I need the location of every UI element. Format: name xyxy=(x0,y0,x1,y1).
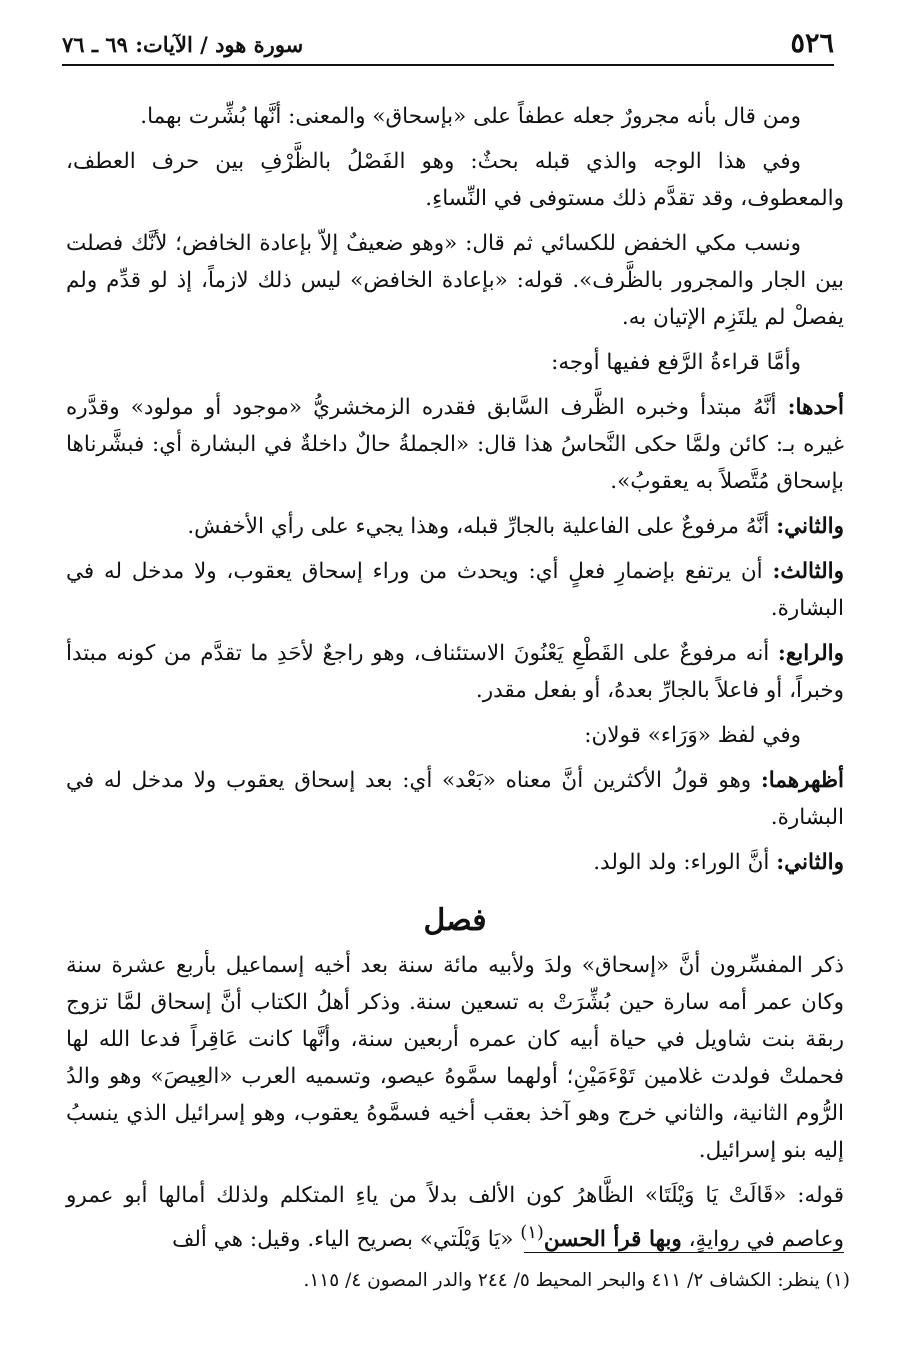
footnote: (١) ينظر: الكشاف ٢/ ٤١١ والبحر المحيط ٥/ ٢٤٤ والدر المصون ٤/ ١١٥. xyxy=(303,1270,850,1291)
footnote-rule xyxy=(524,1252,844,1253)
page-number: ٥٢٦ xyxy=(790,28,834,59)
paragraph-label: والثاني: xyxy=(776,514,844,539)
paragraph: ذكر المفسِّرون أنَّ «إسحاق» ولدَ ولأبيه مائة سنة بعد أخيه إسماعيل بأربع عشرة سنة وكان عمر أمه سارة حين بُشِّرَتْ به تسعين سنة. وذكر أهلُ الكتاب أنَّ إسحاق لمَّا تزوج ربقة بنت شاويل في حياة أبيه كان عمره أربعين سنة، وأنَّها كانت عَاقِراً فدعا الله لها فحملتْ فولدت غلامين تَوْءَمَيْنِ؛ أولهما سمَّوهُ عيصو، وتسميه العرب «العِيصَ» وهو والدُ الرُّوم الثانية، والثاني خرج وهو آخذ بعقب أخيه فسمَّوهُ يعقوب، وهو إسرائيل الذي ينسبُ إليه بنو إسرائيل. xyxy=(66,953,844,1163)
bold-phrase: وبها قرأ الحسن xyxy=(543,1227,682,1253)
paragraph: وفي لفظ «وَرَاء» قولان: xyxy=(584,723,801,748)
page-header xyxy=(62,28,834,76)
page-body xyxy=(66,98,844,1266)
paragraph-label: والرابع: xyxy=(777,641,844,666)
paragraph-label: أحدها: xyxy=(787,395,844,420)
footnote-marker: (١) xyxy=(520,1222,544,1243)
paragraph: والثاني: أنَّهُ مرفوعٌ على الفاعلية بالجارِّ قبله، وهذا يجيء على رأي الأخفش. xyxy=(187,514,844,539)
paragraph: أظهرهما: وهو قولُ الأكثرين أنَّ معناه «بَعْد» أي: بعد إسحاق يعقوب ولا مدخل له في البشارة. xyxy=(66,768,844,830)
paragraph-label: والثاني: xyxy=(776,850,844,875)
paragraph: أحدها: أنَّهُ مبتدأ وخبره الظَّرف السَّابق فقدره الزمخشريُّ «موجود أو مولود» وقدَّره غيره بـ: كائن ولمَّا حكى النَّحاسُ هذا قال: «الجملةُ حالٌ داخلةٌ في البشارة أي: فبشَّرناها بإسحاق مُتَّصلاً به يعقوبُ». xyxy=(66,395,844,494)
paragraph: وفي هذا الوجه والذي قبله بحثٌ: وهو الفَصْلُ بالظَّرْفِ بين حرف العطف، والمعطوف، وقد تقدَّم ذلك مستوفى في النِّساءِ. xyxy=(66,149,844,211)
paragraph: قوله: «قَالَتْ يَا وَيْلَتَا» الظَّاهرُ كون الألف بدلاً من ياءِ المتكلم ولذلك أمالها أبو عمرو وعاصم في روايةٍ، وبها قرأ الحسن$^{(١)}$ «يَا وَيْلَتي» بصريح الياء. وقيل: هي ألف xyxy=(66,1183,844,1253)
paragraph: ونسب مكي الخفض للكسائي ثم قال: «وهو ضعيفٌ إلاّ بإعادة الخافض؛ لأنَّك فصلت بين الجار والمجرور بالظَّرف». قوله: «بإعادة الخافض» ليس ذلك لازماً، إذ لو قدِّم ولم يفصلْ لم يلتَزِم الإتيان به. xyxy=(66,231,844,330)
paragraph: ومن قال بأنه مجرورٌ جعله عطفاً على «بإسحاق» والمعنى: أنَّها بُشِّرت بهما. xyxy=(140,104,801,129)
paragraph-label: والثالث: xyxy=(772,559,844,584)
paragraph: وأمَّا قراءةُ الرَّفع ففيها أوجه: xyxy=(551,350,801,375)
paragraph-label: أظهرهما: xyxy=(760,768,844,793)
section-title: فصل xyxy=(423,903,487,938)
header-rule xyxy=(62,64,834,66)
paragraph: والثاني: أنَّ الوراء: ولد الولد. xyxy=(593,850,844,875)
paragraph: والثالث: أن يرتفع بإضمارِ فعلٍ أي: ويحدث من وراء إسحاق يعقوب، ولا مدخل له في البشارة. xyxy=(66,559,844,621)
running-title: سورة هود / الآيات: ٦٩ ـ ٧٦ xyxy=(62,32,304,57)
paragraph: والرابع: أنه مرفوعٌ على القَطْعِ يَعْنُونَ الاستئناف، وهو راجعٌ لأحَدِ ما تقدَّم من كونه مبتدأ وخبراً، أو فاعلاً بالجارِّ بعدهُ، أو بفعل مقدر. xyxy=(66,641,844,703)
